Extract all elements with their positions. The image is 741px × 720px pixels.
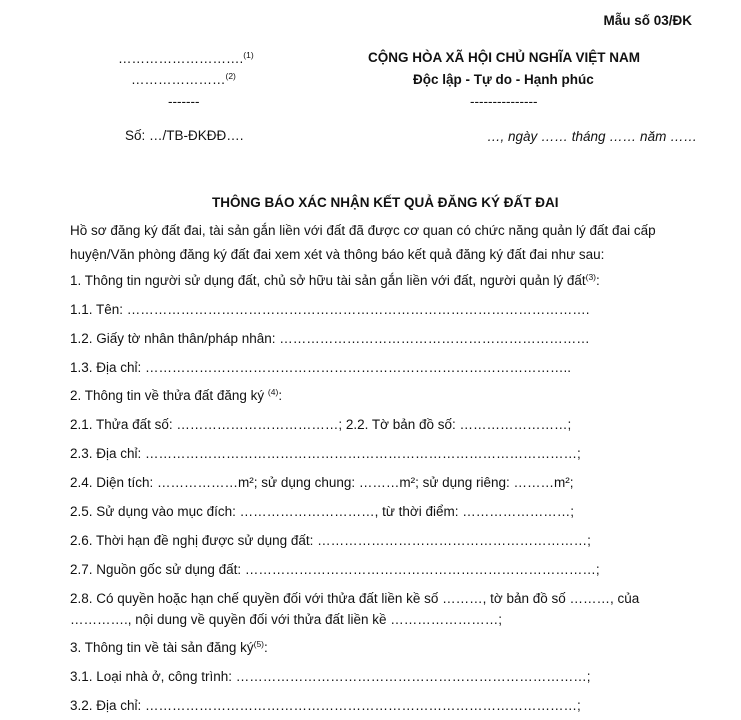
field-3-2-address: 3.2. Địa chỉ: ……………………………………………………………………………………; (70, 698, 581, 713)
field-1-1-name: 1.1. Tên: …………………………………………………………………………………………. (70, 302, 590, 317)
section-3-heading (70, 640, 268, 655)
document-title: THÔNG BÁO XÁC NHẬN KẾT QUẢ ĐĂNG KÝ ĐẤT ĐAI (212, 195, 559, 210)
field-3-1-building-type: 3.1. Loại nhà ở, công trình: ……………………………………………………………………; (70, 669, 591, 684)
footnote-1: (1) (243, 50, 254, 60)
date-line: …, ngày …… tháng …… năm …… (487, 129, 698, 144)
agency-line-1 (118, 51, 254, 66)
field-2-3-address: 2.3. Địa chỉ: ……………………………………………………………………………………; (70, 446, 581, 461)
field-2-6-term: 2.6. Thời hạn đề nghị được sử dụng đất: ……………………………………………………; (70, 533, 591, 548)
right-divider: --------------- (470, 94, 538, 109)
agency-name-blank: ………………………. (118, 51, 244, 66)
intro-line-2: huyện/Văn phòng đăng ký đất đai xem xét và thông báo kết quả đăng ký đất đai như sau: (70, 247, 605, 262)
intro-line-1: Hồ sơ đăng ký đất đai, tài sản gắn liền với đất đã được cơ quan có chức năng quản lý đất đai cấp (70, 223, 656, 238)
document-number: Số: …/TB-ĐKĐĐ…. (125, 128, 244, 143)
office-name-blank: ………………… (131, 72, 226, 87)
section-2-heading (70, 388, 282, 403)
section-2-text: 2. Thông tin về thửa đất đăng ký (70, 388, 268, 403)
field-2-4-area: 2.4. Diện tích: ………………m²; sử dụng chung: ………m²; sử dụng riêng: ………m²; (70, 475, 574, 490)
field-2-7-origin: 2.7. Nguồn gốc sử dụng đất: ……………………………………………………………………; (70, 562, 600, 577)
section-1-colon: : (596, 273, 600, 288)
section-2-colon: : (278, 388, 283, 403)
field-2-1-parcel-number: 2.1. Thửa đất số: ………………………………; 2.2. Tờ bản đồ số: ……………………; (70, 417, 572, 432)
left-divider: ------- (168, 94, 200, 109)
section-1-heading (70, 273, 600, 288)
footnote-5: (5) (253, 639, 265, 649)
section-3-colon: : (264, 640, 268, 655)
country-name: CỘNG HÒA XÃ HỘI CHỦ NGHĨA VIỆT NAM (368, 50, 641, 65)
field-2-5-purpose: 2.5. Sử dụng vào mục đích: …………………………, từ thời điểm: ……………………; (70, 504, 575, 519)
footnote-3: (3) (585, 272, 597, 282)
field-2-8-rights-line-1: 2.8. Có quyền hoặc hạn chế quyền đối với thửa đất liền kề số ………, tờ bản đồ số ………, của (70, 591, 640, 606)
section-1-text: 1. Thông tin người sử dụng đất, chủ sở hữu tài sản gắn liền với đất, người quản lý đất (70, 273, 586, 288)
section-3-text: 3. Thông tin về tài sản đăng ký (70, 640, 254, 655)
national-motto: Độc lập - Tự do - Hạnh phúc (413, 72, 594, 87)
field-1-3-address: 1.3. Địa chỉ: ………………………………………………………………………………….. (70, 360, 572, 375)
footnote-4: (4) (267, 387, 279, 397)
field-2-8-rights-line-2: …………., nội dung về quyền đối với thửa đất liền kề ……………………; (70, 612, 503, 627)
form-code: Mẫu số 03/ĐK (603, 13, 692, 28)
footnote-2: (2) (225, 71, 236, 81)
agency-line-2 (131, 72, 236, 87)
field-1-2-id-docs: 1.2. Giấy tờ nhân thân/pháp nhân: …………………………………………………………… (70, 331, 590, 346)
